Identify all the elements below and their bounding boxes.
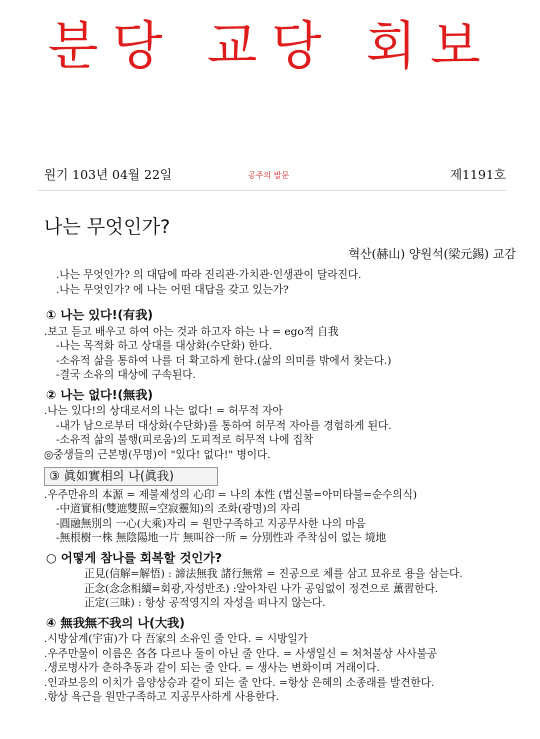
- body-line: -나는 목적화 하고 상대를 대상화(수단화) 한다.: [56, 340, 273, 352]
- body-line: -中道實相(雙遮雙照=空寂靈知)의 조화(광명)의 자리: [56, 503, 301, 515]
- body-line: .항상 욕근을 원만구족하고 지공무사하게 사용한다.: [44, 691, 280, 703]
- intro-line: .나는 무엇인가? 의 대답에 따라 진리관·가치관·인생관이 달라진다.: [56, 269, 362, 281]
- newsletter-masthead: 분당 교당 회보: [48, 17, 495, 77]
- section-heading: ④ 無我無不我의 나(大我): [46, 615, 185, 630]
- article-author: 혁산(赫山) 양원석(梁元錫) 교감: [348, 247, 516, 261]
- body-line: .생로병사가 춘하추동과 같이 되는 줄 안다. = 생사는 변화이며 거래이다.: [44, 662, 380, 674]
- body-line: .시방삼계(宇宙)가 다 吾家의 소유인 줄 안다. = 시방일가: [44, 633, 308, 645]
- section-heading: ① 나는 있다!(有我): [46, 308, 153, 322]
- body-line: .우주만물이 이름은 各各 다르나 둘이 아닌 줄 안다. = 사생일신 = 처처불상 사사불공: [44, 647, 438, 660]
- body-line: .인과보응의 이치가 음양상승과 같이 되는 줄 안다. =항상 은혜의 소종래를 발견한다.: [44, 676, 435, 689]
- section-heading: ③ 眞如實相의 나(眞我): [44, 467, 218, 486]
- body-line: 正定(三昧) : 항상 공적영지의 자성을 떠나지 않는다.: [84, 597, 326, 609]
- body-line: 正見(信解=解悟) : 諦法無我 諸行無常 = 진공으로 체를 삼고 묘유로 용을 삼는다.: [84, 568, 463, 580]
- body-line: ◎중생들의 근본병(무명)이 "있다! 없다!" 병이다.: [44, 448, 271, 461]
- motto-text: 공주의 발문: [248, 171, 290, 180]
- body-line: -내가 남으로부터 대상화(수단화)를 통하여 허무적 자아를 경험하게 된다.: [56, 419, 392, 432]
- body-line: -無根樹一株 無陰陽地一片 無叫谷一所 = 分別性과 주착심이 없는 境地: [56, 532, 387, 544]
- section-heading: ○ 어떻게 참나를 회복할 것인가?: [46, 550, 222, 565]
- issue-date: 원기 103년 04월 22일: [44, 167, 172, 182]
- body-line: -소유적 삶을 통하여 나를 더 확고하게 한다.(삶의 의미를 밖에서 찾는다.): [56, 354, 392, 367]
- body-line: 正念(念念相續=회광,자성반조) :알아차린 나가 공임없이 정견으로 薰習한다.: [84, 582, 439, 595]
- body-line: -결국 소유의 대상에 구속된다.: [56, 369, 196, 381]
- section-heading: ② 나는 없다!(無我): [46, 387, 153, 402]
- header-divider: [38, 190, 506, 191]
- body-line: .나는 있다!의 상대로서의 나는 없다! = 허무적 자아: [44, 405, 283, 417]
- body-line: -소유적 삶의 불행(피로움)의 도피적로 허무적 나에 집착: [56, 434, 314, 446]
- body-line: -圓融無別의 一心(大乘)자리 = 원만구족하고 지공무사한 나의 마음: [56, 517, 366, 530]
- issue-meta: [44, 165, 506, 187]
- body-line: .우주만유의 本源 = 제불제성의 心印 = 나의 本性 (법신불=아미타불=순수의식): [44, 488, 418, 501]
- body-line: .보고 듣고 배우고 하여 아는 것과 하고자 하는 나 = ego적 自我: [44, 325, 339, 338]
- issue-number: 제1191호: [450, 167, 506, 182]
- intro-line: .나는 무엇인가? 에 나는 어떤 대답을 갖고 있는가?: [56, 283, 289, 296]
- article-title: 나는 무엇인가?: [44, 216, 171, 238]
- article-body: [44, 268, 518, 705]
